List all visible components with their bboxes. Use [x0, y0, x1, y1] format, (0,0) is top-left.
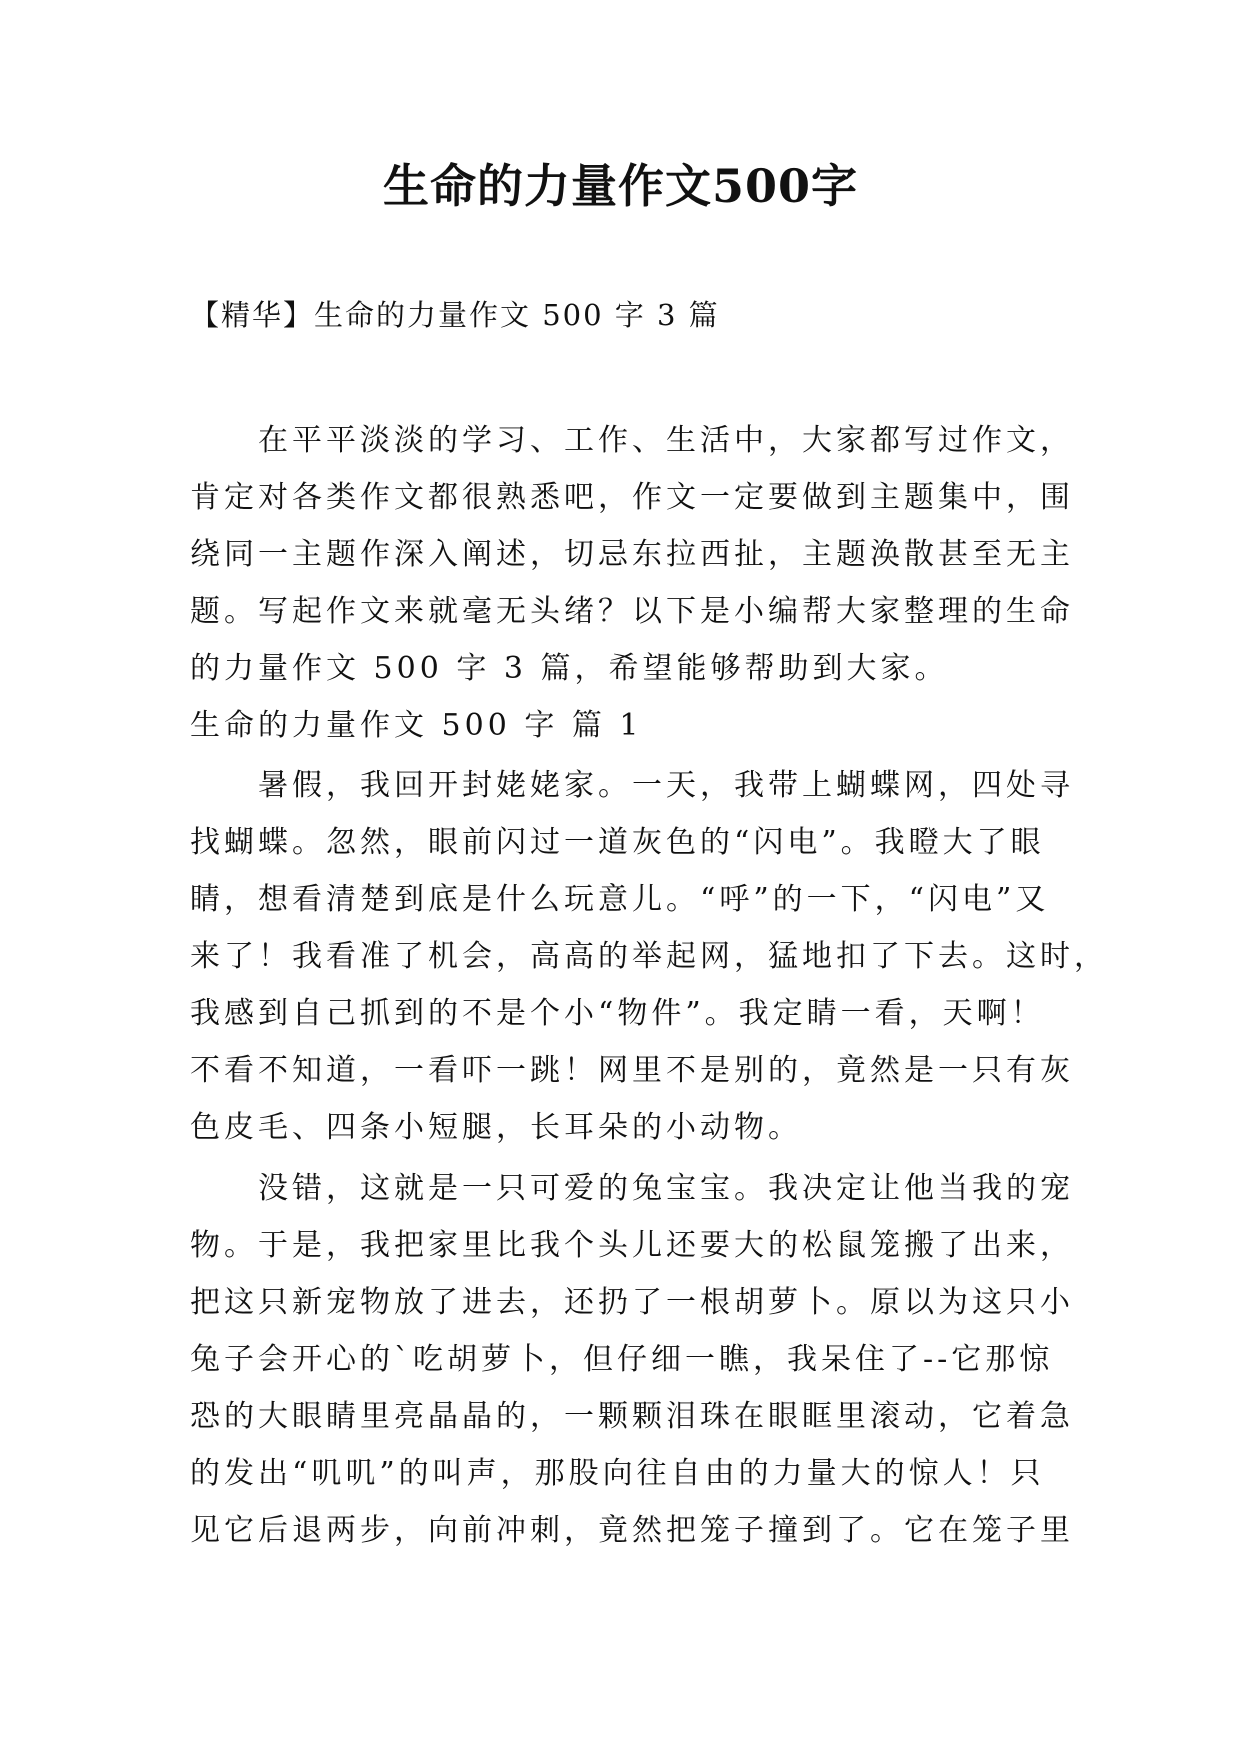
paragraph-line: 找蝴蝶。忽然，眼前闪过一道灰色的“闪电”。我瞪大了眼 [190, 825, 1045, 860]
document-subtitle: 【精华】生命的力量作文 500 字 3 篇 [190, 298, 720, 332]
paragraph-line: 题。写起作文来就毫无头绪？以下是小编帮大家整理的生命 [190, 594, 1074, 629]
paragraph-line: 恐的大眼睛里亮晶晶的，一颗颗泪珠在眼眶里滚动，它着急 [190, 1399, 1074, 1434]
paragraph-line: 睛，想看清楚到底是什么玩意儿。“呼”的一下，“闪电”又 [190, 882, 1050, 917]
paragraph-line: 我感到自己抓到的不是个小“物件”。我定睛一看，天啊！ [190, 996, 1045, 1031]
paragraph-line: 来了！我看准了机会，高高的举起网，猛地扣了下去。这时， [190, 939, 1108, 974]
paragraph-line: 肯定对各类作文都很熟悉吧，作文一定要做到主题集中，围 [190, 480, 1074, 515]
paragraph-line: 的力量作文 500 字 3 篇，希望能够帮助到大家。 [190, 651, 949, 686]
paragraph-line: 暑假，我回开封姥姥家。一天，我带上蝴蝶网，四处寻 [190, 768, 1074, 803]
paragraph-line: 绕同一主题作深入阐述，切忌东拉西扯，主题涣散甚至无主 [190, 537, 1074, 572]
paragraph-line: 色皮毛、四条小短腿，长耳朵的小动物。 [190, 1110, 802, 1145]
paragraph-line: 不看不知道，一看吓一跳！网里不是别的，竟然是一只有灰 [190, 1053, 1074, 1088]
paragraph-line: 的发出“叽叽”的叫声，那股向往自由的力量大的惊人！只 [190, 1456, 1045, 1491]
paragraph-line: 兔子会开心的`吃胡萝卜，但仔细一瞧，我呆住了--它那惊 [190, 1342, 1054, 1377]
paragraph-line: 把这只新宠物放了进去，还扔了一根胡萝卜。原以为这只小 [190, 1285, 1074, 1320]
page-title: 生命的力量作文500字 [382, 159, 859, 213]
paragraph-line: 见它后退两步，向前冲刺，竟然把笼子撞到了。它在笼子里 [190, 1513, 1074, 1548]
paragraph-line: 在平平淡淡的学习、工作、生活中，大家都写过作文， [190, 423, 1074, 458]
paragraph-line: 物。于是，我把家里比我个头儿还要大的松鼠笼搬了出来， [190, 1228, 1074, 1263]
paragraph-line: 没错，这就是一只可爱的兔宝宝。我决定让他当我的宠 [190, 1171, 1074, 1206]
section-heading: 生命的力量作文 500 字 篇 1 [190, 708, 643, 743]
